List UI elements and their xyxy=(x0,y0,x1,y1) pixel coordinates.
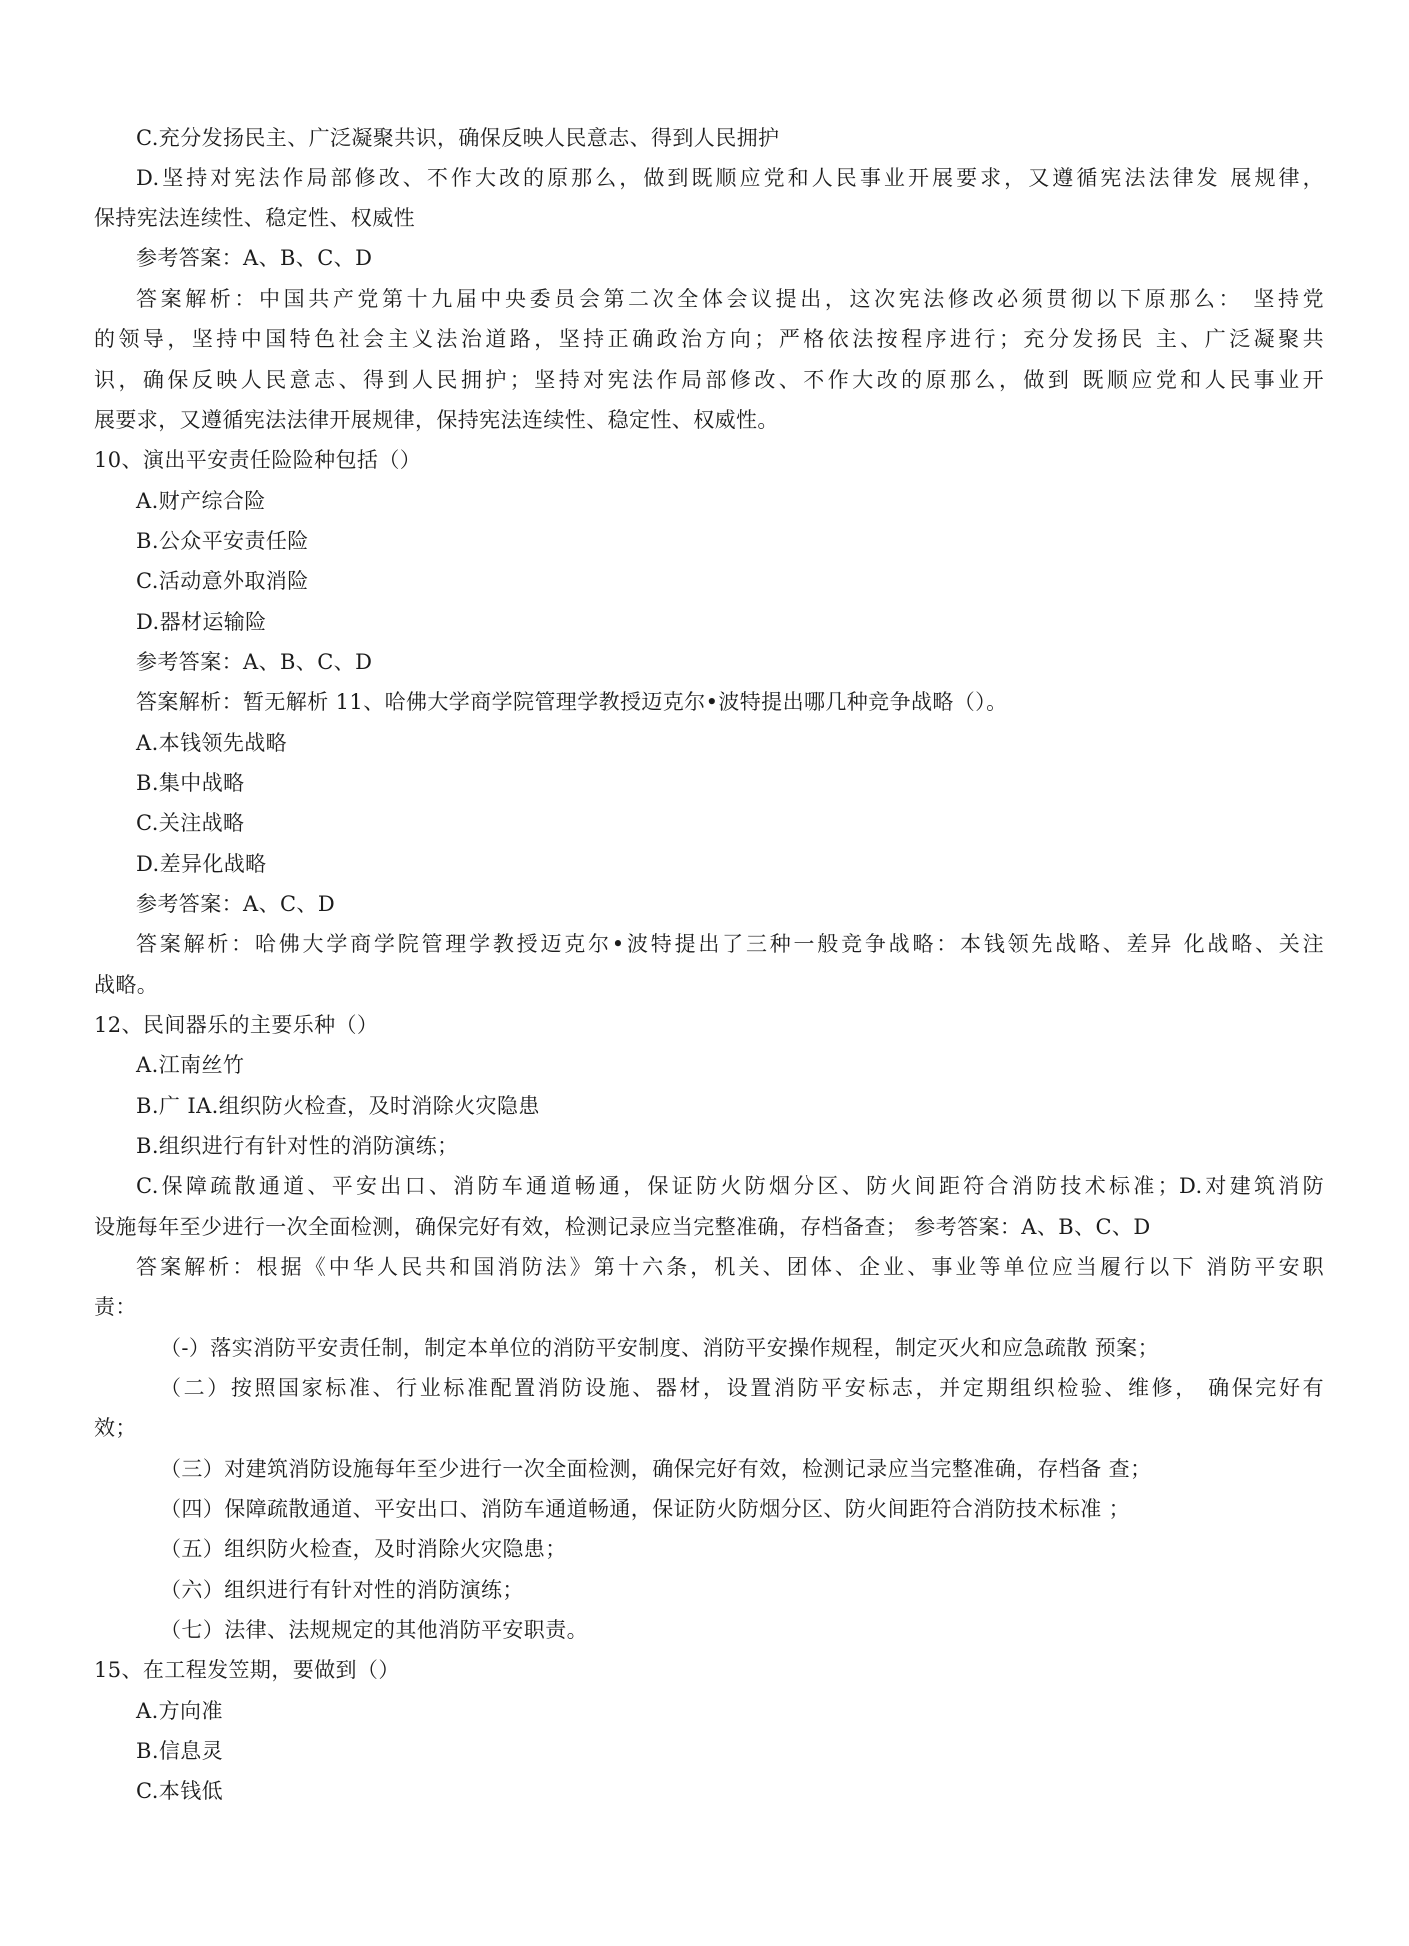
text-line: D.坚持对宪法作局部修改、不作大改的原那么，做到既顺应党和人民事业开展要求，又遵循宪法法律发 展规律， xyxy=(136,166,1324,190)
text-line: 15、在工程发笠期，要做到（） xyxy=(94,1658,400,1682)
text-line: （四）保障疏散通道、平安出口、消防车通道畅通，保证防火防烟分区、防火间距符合消防技术标准 ； xyxy=(160,1497,1131,1521)
text-line: 设施每年至少进行一次全面检测，确保完好有效，检测记录应当完整准确，存档备查； 参考答案：A、B、C、D xyxy=(94,1215,1151,1239)
text-line: 12、民间器乐的主要乐种（） xyxy=(94,1013,379,1037)
text-line: D.差异化战略 xyxy=(136,852,267,876)
text-line: 战略。 xyxy=(94,973,159,997)
text-line: A.本钱领先战略 xyxy=(136,731,288,755)
text-line: C.充分发扬民主、广泛凝聚共识，确保反映人民意志、得到人民拥护 xyxy=(136,126,780,150)
text-line: 答案解析：根据《中华人民共和国消防法》第十六条，机关、团体、企业、事业等单位应当履行以下 消防平安职 xyxy=(136,1255,1324,1279)
text-line: （七）法律、法规规定的其他消防平安职责。 xyxy=(160,1618,588,1642)
text-line: 参考答案：A、B、C、D xyxy=(136,650,373,674)
text-line: 答案解析：暂无解析 11、哈佛大学商学院管理学教授迈克尔•波特提出哪几种竞争战略（）。 xyxy=(136,690,1008,714)
text-line: 责： xyxy=(94,1295,137,1319)
text-line: A.方向准 xyxy=(136,1699,223,1723)
text-line: C.保障疏散通道、平安出口、消防车通道畅通，保证防火防烟分区、防火间距符合消防技术标准；D.对建筑消防 xyxy=(136,1174,1324,1198)
text-line: A.江南丝竹 xyxy=(136,1053,245,1077)
text-line: 答案解析：中国共产党第十九届中央委员会第二次全体会议提出，这次宪法修改必须贯彻以下原那么： 坚持党 xyxy=(136,287,1324,311)
text-line: A.财产综合险 xyxy=(136,489,266,513)
text-line: （二）按照国家标准、行业标准配置消防设施、器材，设置消防平安标志，并定期组织检验、维修， 确保完好有 xyxy=(160,1376,1324,1400)
text-line: （三）对建筑消防设施每年至少进行一次全面检测，确保完好有效，检测记录应当完整准确，存档备 查； xyxy=(160,1457,1152,1481)
text-line: 参考答案：A、C、D xyxy=(136,892,336,916)
text-line: 展要求，又遵循宪法法律开展规律，保持宪法连续性、稳定性、权威性。 xyxy=(94,408,779,432)
text-line: （五）组织防火检查，及时消除火灾隐患； xyxy=(160,1537,567,1561)
text-line: B.广 IA.组织防火检查，及时消除火灾隐患 xyxy=(136,1094,540,1118)
text-line: B.信息灵 xyxy=(136,1739,224,1763)
text-line: C.活动意外取消险 xyxy=(136,569,309,593)
text-line: 答案解析：哈佛大学商学院管理学教授迈克尔•波特提出了三种一般竞争战略：本钱领先战略、差异 化战略、关注 xyxy=(136,932,1324,956)
text-line: 10、演出平安责任险险种包括（） xyxy=(94,448,422,472)
text-line: 的领导，坚持中国特色社会主义法治道路，坚持正确政治方向；严格依法按程序进行；充分发扬民 主、广泛凝聚共 xyxy=(94,327,1324,351)
text-line: B.集中战略 xyxy=(136,771,245,795)
text-line: B.公众平安责任险 xyxy=(136,529,309,553)
text-line: 效； xyxy=(94,1416,137,1440)
text-line: 保持宪法连续性、稳定性、权威性 xyxy=(94,206,415,230)
text-line: 识，确保反映人民意志、得到人民拥护；坚持对宪法作局部修改、不作大改的原那么，做到 既顺应党和人民事业开 xyxy=(94,368,1324,392)
text-line: （-）落实消防平安责任制，制定本单位的消防平安制度、消防平安操作规程，制定灭火和应急疏散 预案； xyxy=(160,1336,1159,1360)
text-line: C.本钱低 xyxy=(136,1779,223,1803)
text-line: B.组织进行有针对性的消防演练； xyxy=(136,1134,459,1158)
text-line: 参考答案：A、B、C、D xyxy=(136,246,373,270)
text-line: D.器材运输险 xyxy=(136,610,267,634)
text-line: C.关注战略 xyxy=(136,811,245,835)
text-line: （六）组织进行有针对性的消防演练； xyxy=(160,1578,524,1602)
